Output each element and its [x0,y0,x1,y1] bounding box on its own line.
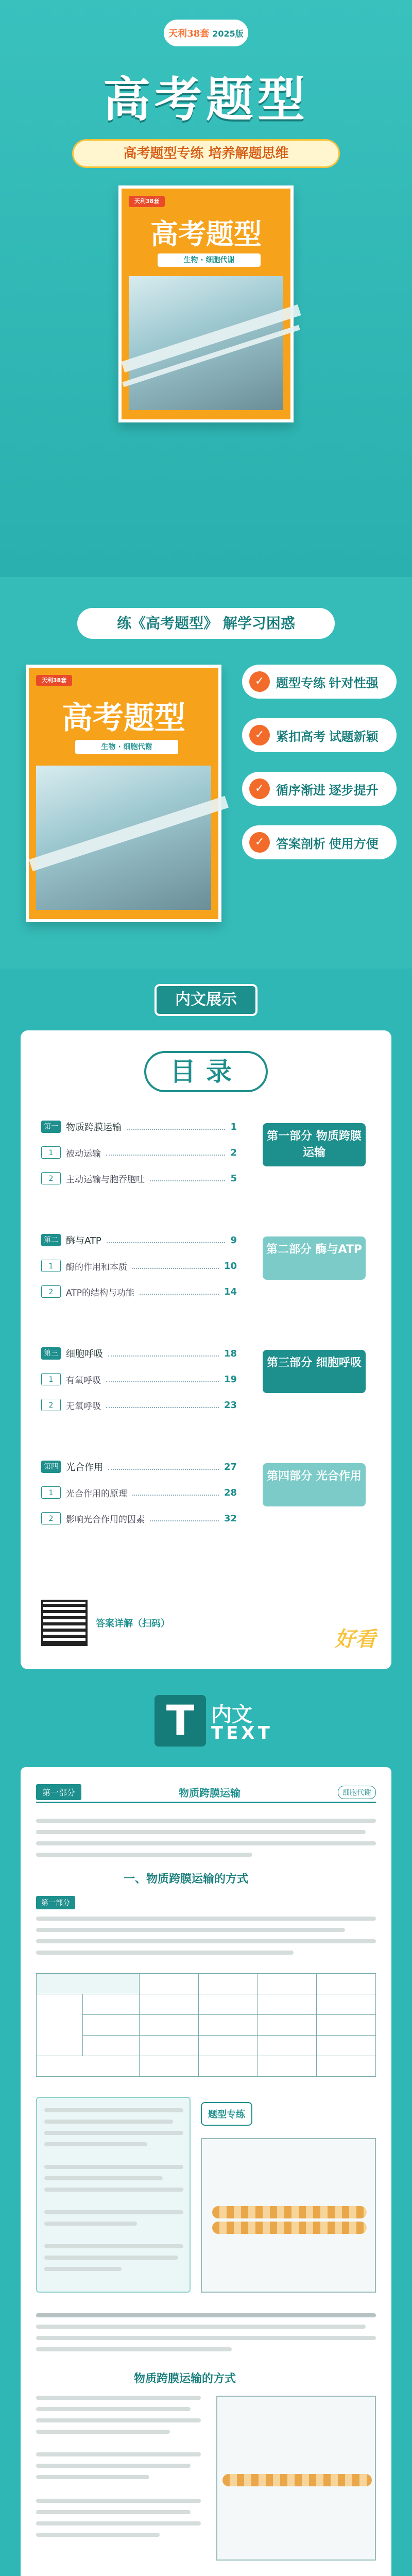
cover-badge: 天利38套 [129,196,165,207]
toc-row: 2 主动运输与胞吞胞吐 5 [41,1170,237,1187]
cover-subtitle: 生物 · 细胞代谢 [158,253,261,267]
part-tag: 第一部分 物质跨膜运输 [263,1123,366,1166]
toc-row: 2 影响光合作用的因素 32 [41,1510,237,1527]
check-icon: ✓ [249,725,270,745]
letter-icon: T [154,1695,206,1747]
question-box [36,2097,191,2293]
section-title: 物质跨膜运输的方式 [134,2372,236,2385]
toc-row: 第四部分 光合作用 27 [41,1458,237,1476]
stamp-text: 好看 [335,1628,376,1651]
toc-row: 2 ATP的结构与功能 14 [41,1283,237,1300]
text-section-header: T 内文 TEXT [154,1695,258,1757]
feature-item: ✓ 紧扣高考 试题新颖 [242,718,397,752]
check-icon: ✓ [249,778,270,799]
cover-photo [36,766,211,910]
hero-tagline: 高考题型专练 培养解题思维 [72,139,340,168]
brand-name: 天利38套 [168,28,210,39]
part-tag: 第二部分 酶与ATP [263,1236,366,1280]
feature-item: ✓ 答案剖析 使用方便 [242,825,397,859]
toc-row: 第三部分 细胞呼吸 18 [41,1345,237,1362]
callout-label: 题型专练 [201,2102,252,2126]
feature-item: ✓ 题型专练 针对性强 [242,665,397,699]
features-section [0,577,412,969]
check-icon: ✓ [249,832,270,853]
membrane-diagram [201,2138,376,2293]
check-icon: ✓ [249,671,270,692]
toc-row: 1 酶的作用和本质 10 [41,1257,237,1275]
toc-row: 第二部分 酶与ATP 9 [41,1231,237,1249]
brand-logo [164,20,248,46]
qr-code-icon[interactable] [41,1600,88,1646]
hero-title: 高考题型 [102,72,309,127]
features-heading: 练《高考题型》 解学习困惑 [77,608,335,639]
part-tag: 第四部分 光合作用 [263,1463,366,1506]
cover-subtitle: 生物 · 细胞代谢 [75,740,178,754]
part-tag: 第三部分 细胞呼吸 [263,1350,366,1393]
toc-row: 2 无氧呼吸 23 [41,1396,237,1414]
book-cover [118,185,294,422]
cover-badge: 天利38套 [36,675,72,686]
feature-item: ✓ 循序渐进 逐步提升 [242,772,397,806]
book-cover-small [26,665,221,922]
inner-display-banner: 内文展示 [154,984,258,1016]
comparison-table [36,1973,376,2077]
qr-caption: 答案详解（扫码） [96,1618,170,1629]
cover-title: 高考题型 [62,700,185,736]
label-pill: 第一部分 [36,1896,75,1909]
toc-row: 第一部分 物质跨膜运输 1 [41,1118,237,1136]
sample-page-text [21,1767,391,2576]
toc-title: 目录 [144,1051,268,1092]
page-header: 第一部分 物质跨膜运输 细胞代谢 [36,1783,376,1803]
table-of-contents [21,1030,391,1669]
hero-section [0,0,412,577]
section-title: 一、物质跨膜运输的方式 [124,1873,249,1886]
edition-year: 2025版 [212,28,244,39]
qr-section [41,1597,371,1649]
transport-diagram [216,2396,376,2561]
toc-row: 1 被动运输 2 [41,1144,237,1161]
cover-title: 高考题型 [150,217,262,250]
cover-photo [129,276,283,410]
feature-list [242,665,397,879]
toc-row: 1 有氧呼吸 19 [41,1370,237,1388]
toc-row: 1 光合作用的原理 28 [41,1484,237,1501]
